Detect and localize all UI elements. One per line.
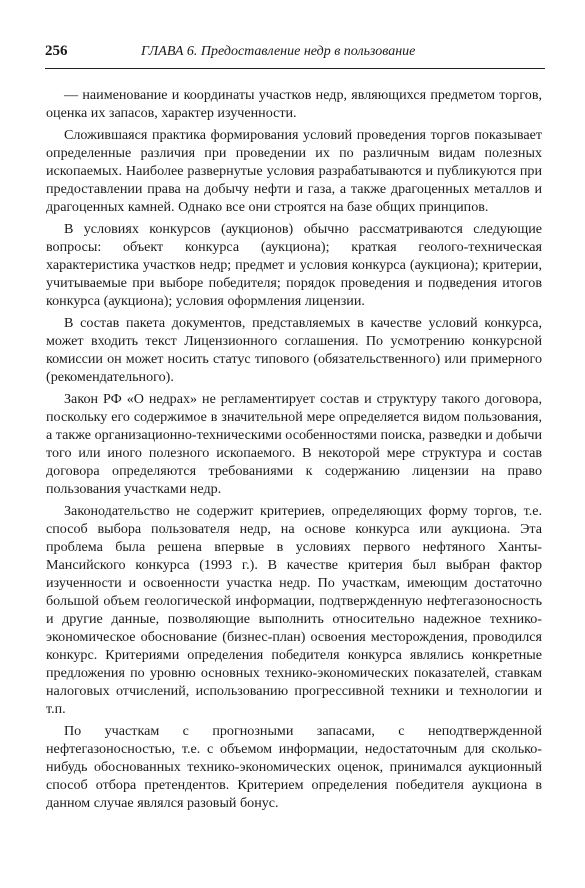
body-text (46, 86, 542, 816)
paragraph: Законодательство не содержит критериев, определяющих форму торгов, т.е. способ выбора пользователя недр, на основе конкурса или аукциона. Эта проблема была решена впервые в условиях первого нефтяного Ханты-Мансийского конкурса (1993 г.). В качестве критерия был выбран фактор изученности и освоенности участка недр. По участкам, имеющим достаточно большой объем геологической информации, подтвержденную нефтегазоносность и другие данные, позволяющие выполнить относительно надежное технико-экономическое обоснование (бизнес-план) освоения месторождения, проводился конкурс. Критериями определения победителя конкурса являлись конкретные предложения по уровню основных технико-экономических показателей, ставкам налоговых отчислений, использованию прогрессивной техники и технологии и т.п. (46, 503, 542, 717)
header-rule (45, 68, 545, 69)
paragraph: По участкам с прогнозными запасами, с неподтвержденной нефтегазоносностью, т.е. с объемом информации, недостаточным для сколько-нибудь обоснованных технико-экономических оценок, принимался аукционный способ отбора претендентов. Критерием определения победителя аукциона в данном случае являлся разовый бонус. (46, 723, 542, 811)
page-number: 256 (45, 43, 68, 59)
page-header (45, 43, 545, 65)
running-head: ГЛАВА 6. Предоставление недр в пользование (141, 44, 416, 59)
paragraph: В условиях конкурсов (аукционов) обычно рассматриваются следующие вопросы: объект конкурса (аукциона); краткая геолого-техническая характеристика участков недр; предмет и условия конкурса (аукциона); критерии, учитываемые при выборе победителя; порядок проведения и подведения итогов конкурса (аукциона); условия оформления лицензии. (46, 221, 542, 309)
paragraph: Сложившаяся практика формирования условий проведения торгов показывает определенные различия при проведении их по различным видам полезных ископаемых. Наиболее развернутые условия разрабатываются и публикуются при предоставлении права на добычу нефти и газа, а также драгоценных металлов и драгоценных камней. Однако все они строятся на базе общих принципов. (46, 127, 542, 215)
paragraph: В состав пакета документов, представляемых в качестве условий конкурса, может входить текст Лицензионного соглашения. По усмотрению конкурсной комиссии он может носить статус типового (обязательственного) или примерного (рекомендательного). (46, 315, 542, 385)
paragraph: Закон РФ «О недрах» не регламентирует состав и структуру такого договора, поскольку его содержимое в значительной мере определяется видом пользования, а также организационно-техническими особенностями поиска, разведки и добычи того или иного полезного ископаемого. В некоторой мере структура и состав договора определяются требованиями к содержанию лицензии на право пользования участками недр. (46, 391, 542, 497)
paragraph: — наименование и координаты участков недр, являющихся предметом торгов, оценка их запасов, характер изученности. (46, 87, 542, 121)
